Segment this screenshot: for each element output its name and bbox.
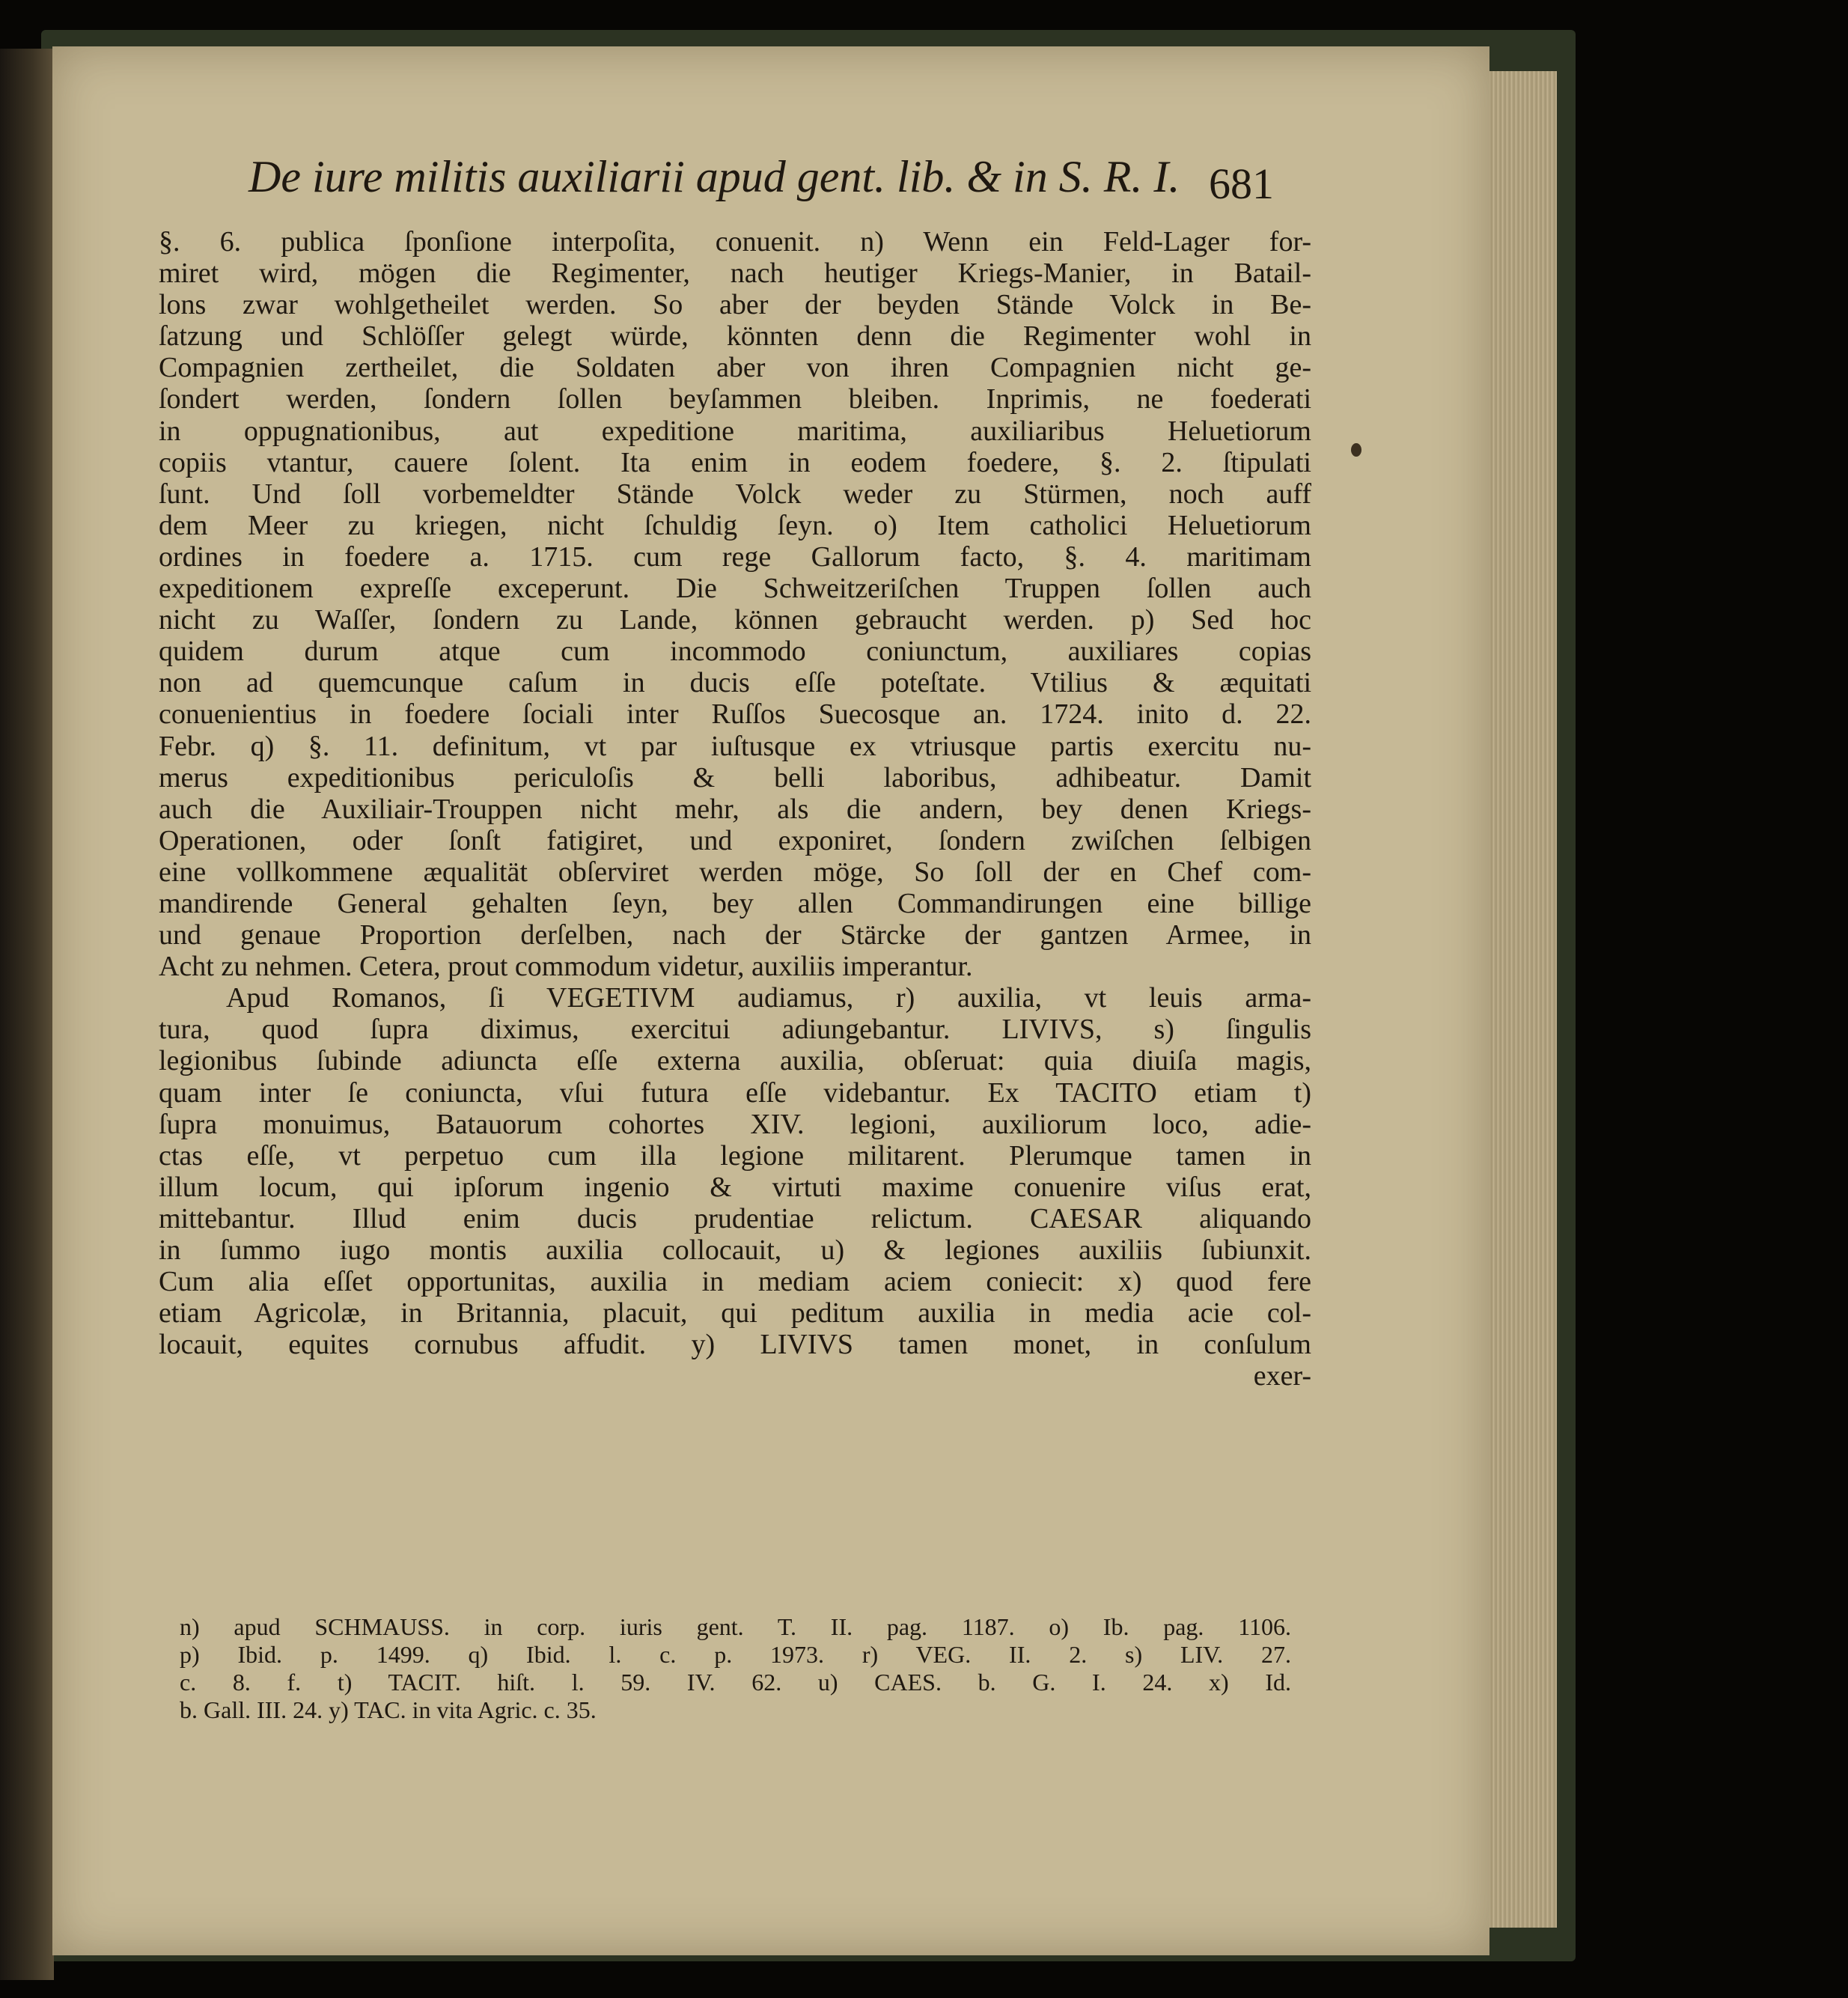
body-line: tura, quod ſupra diximus, exercitui adiungebantur. LIVIVS, s) ſingulis [159, 1014, 1311, 1046]
footnote-line: p) Ibid. p. 1499. q) Ibid. l. c. p. 1973. r) VEG. II. 2. s) LIV. 27. [180, 1641, 1291, 1668]
body-line: Cum alia eſſet opportunitas, auxilia in mediam aciem coniecit: x) quod fere [159, 1266, 1311, 1298]
body-line: eine vollkommene æqualität obſerviret werden möge, So ſoll der en Chef com- [159, 856, 1311, 888]
body-line: mandirende General gehalten ſeyn, bey allen Commandirungen eine billige [159, 887, 1311, 919]
body-line: quam inter ſe coniuncta, vſui futura eſſe videbantur. Ex TACITO etiam t) [159, 1076, 1311, 1109]
ink-spot [1351, 443, 1361, 457]
footnote-line: b. Gall. III. 24. y) TAC. in vita Agric. c. 35. [180, 1696, 597, 1723]
body-line: miret wird, mögen die Regimenter, nach heutiger Kriegs-Manier, in Batail- [159, 258, 1311, 290]
body-line: illum locum, qui ipſorum ingenio & virtuti maxime conuenire viſus erat, [159, 1171, 1311, 1203]
footnote-line: c. 8. f. t) TACIT. hiſt. l. 59. IV. 62. u) CAES. b. G. I. 24. x) Id. [180, 1669, 1291, 1696]
body-line: ſatzung und Schlöſſer gelegt würde, könnten denn die Regimenter wohl in [159, 320, 1311, 353]
body-line: ordines in foedere a. 1715. cum rege Gallorum facto, §. 4. maritimam [159, 540, 1311, 573]
body-line: Acht zu nehmen. Cetera, prout commodum videtur, auxiliis imperantur. [159, 951, 973, 983]
body-line: etiam Agricolæ, in Britannia, placuit, qui peditum auxilia in media acie col- [159, 1297, 1311, 1330]
body-line: lons zwar wohlgetheilet werden. So aber der beyden Stände Volck in Be- [159, 289, 1311, 321]
body-line: ſondert werden, ſondern ſollen beyſammen bleiben. Inprimis, ne foederati [159, 383, 1311, 415]
body-line: mittebantur. Illud enim ducis prudentiae relictum. CAESAR aliquando [159, 1202, 1311, 1234]
left-page-edge [0, 49, 54, 1980]
body-line: in oppugnationibus, aut expeditione maritima, auxiliaribus Heluetiorum [159, 415, 1311, 447]
body-text [159, 226, 1311, 1392]
body-line: in ſummo iugo montis auxilia collocauit, u) & legiones auxiliis ſubiunxit. [159, 1234, 1311, 1266]
body-line: auch die Auxiliair-Trouppen nicht mehr, als die andern, bey denen Kriegs- [159, 793, 1311, 825]
body-line: legionibus ſubinde adiuncta eſſe externa auxilia, obſeruat: quia diuiſa magis, [159, 1045, 1311, 1077]
footnote-line: n) apud SCHMAUSS. in corp. iuris gent. T. II. pag. 1187. o) Ib. pag. 1106. [180, 1613, 1291, 1640]
body-line: nicht zu Waſſer, ſondern zu Lande, können gebraucht werden. p) Sed hoc [159, 604, 1311, 636]
body-line: merus expeditionibus periculoſis & belli laboribus, adhibeatur. Damit [159, 761, 1311, 794]
body-line: expeditionem expreſſe exceperunt. Die Schweitzeriſchen Truppen ſollen auch [159, 573, 1311, 605]
body-line: Febr. q) §. 11. definitum, vt par iuſtusque ex vtriusque partis exercitu nu- [159, 730, 1311, 762]
body-line: ſunt. Und ſoll vorbemeldter Stände Volck weder zu Stürmen, noch auff [159, 478, 1311, 510]
body-line: copiis vtantur, cauere ſolent. Ita enim in eodem foedere, §. 2. ſtipulati [159, 446, 1311, 478]
body-line: ſupra monuimus, Batauorum cohortes XIV. legioni, auxiliorum loco, adie- [159, 1108, 1311, 1140]
body-line-paragraph-start: Apud Romanos, ſi VEGETIVM audiamus, r) auxilia, vt leuis arma- [226, 982, 1311, 1014]
body-line: quidem durum atque cum incommodo coniunctum, auxiliares copias [159, 636, 1311, 668]
running-head: De iure militis auxiliarii apud gent. lib. & in S. R. I. [248, 152, 1180, 201]
catchword: exer- [1253, 1360, 1311, 1392]
body-line: Operationen, oder ſonſt fatigiret, und exponiret, ſondern zwiſchen ſelbigen [159, 824, 1311, 856]
body-line: non ad quemcunque caſum in ducis eſſe poteſtate. Vtilius & æquitati [159, 667, 1311, 699]
book-page [52, 46, 1489, 1955]
body-line: Compagnien zertheilet, die Soldaten aber von ihren Compagnien nicht ge- [159, 352, 1311, 384]
page-number: 681 [1209, 159, 1274, 208]
body-line: locauit, equites cornubus affudit. y) LIVIVS tamen monet, in conſulum [159, 1329, 1311, 1361]
body-line: ctas eſſe, vt perpetuo cum illa legione militarent. Plerumque tamen in [159, 1139, 1311, 1172]
body-line: dem Meer zu kriegen, nicht ſchuldig ſeyn. o) Item catholici Heluetiorum [159, 509, 1311, 541]
body-line: und genaue Proportion derſelben, nach der Stärcke der gantzen Armee, in [159, 919, 1311, 951]
body-line: conuenientius in foedere ſociali inter Ruſſos Suecosque an. 1724. inito d. 22. [159, 698, 1311, 731]
body-line: §. 6. publica ſponſione interpoſita, conuenit. n) Wenn ein Feld-Lager for- [159, 226, 1311, 258]
footnotes [180, 1613, 1291, 1724]
